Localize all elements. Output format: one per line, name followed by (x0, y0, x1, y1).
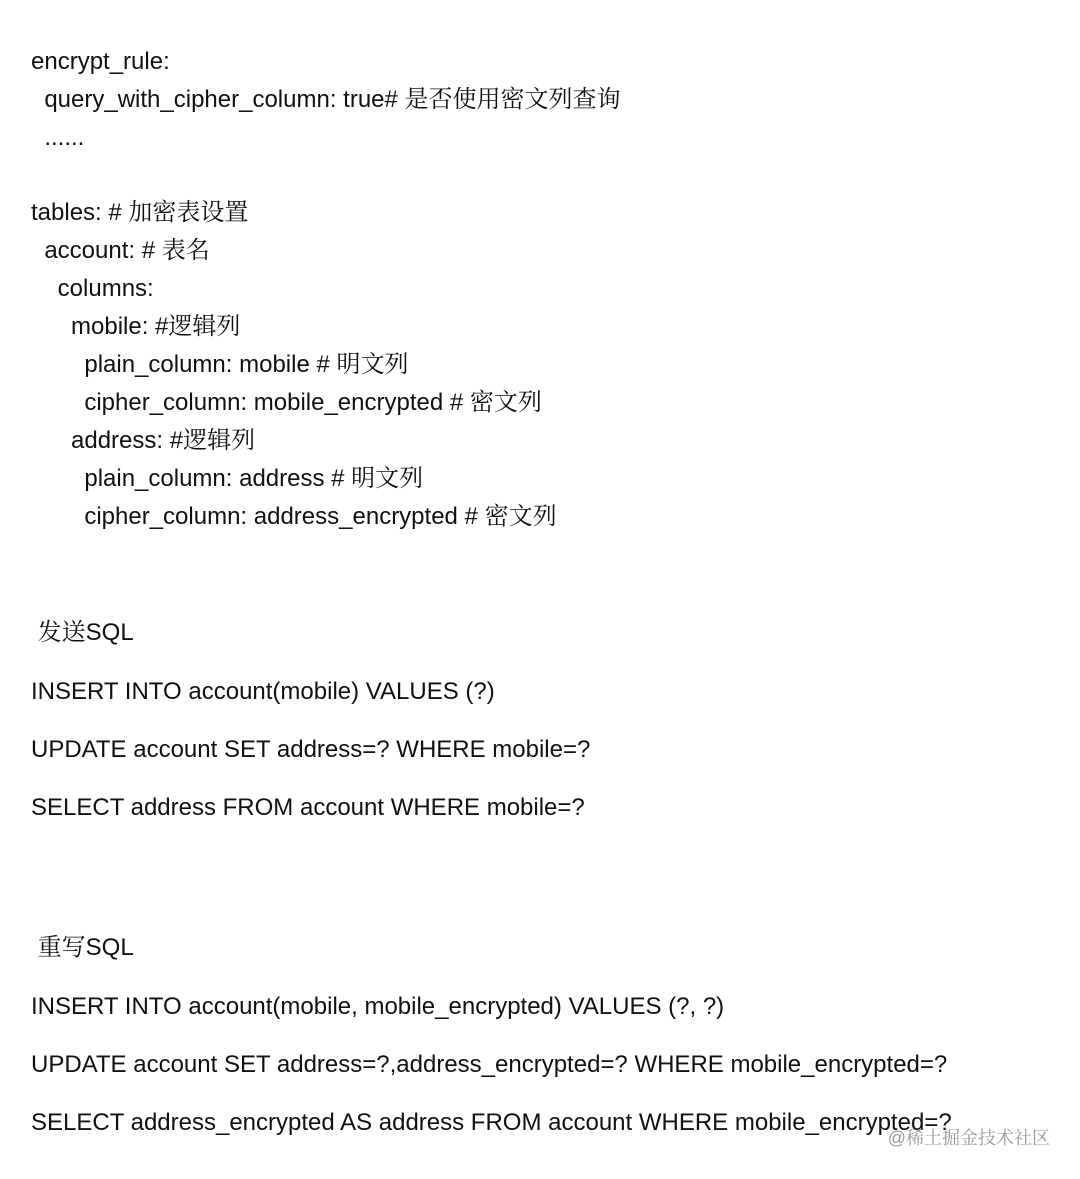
send-sql-heading: 发送SQL (31, 619, 134, 646)
watermark: @稀土掘金技术社区 (887, 1128, 1050, 1148)
config-line: plain_column: mobile # 明文列 (31, 351, 409, 378)
send-sql-statement: UPDATE account SET address=? WHERE mobile=? (31, 736, 591, 763)
rewrite-sql-statement: UPDATE account SET address=?,address_encrypted=? WHERE mobile_encrypted=? (31, 1051, 948, 1078)
config-line: cipher_column: address_encrypted # 密文列 (31, 503, 557, 530)
config-line: account: # 表名 (31, 237, 210, 264)
rewrite-sql-statement: INSERT INTO account(mobile, mobile_encrypted) VALUES (?, ?) (31, 993, 725, 1020)
config-line: address: #逻辑列 (31, 427, 256, 454)
rewrite-sql-statement: SELECT address_encrypted AS address FROM account WHERE mobile_encrypted=? (31, 1109, 952, 1136)
config-line: tables: # 加密表设置 (31, 199, 249, 226)
config-line: cipher_column: mobile_encrypted # 密文列 (31, 389, 542, 416)
send-sql-statement: SELECT address FROM account WHERE mobile=? (31, 794, 585, 821)
rewrite-sql-heading: 重写SQL (31, 934, 134, 961)
send-sql-statement: INSERT INTO account(mobile) VALUES (?) (31, 678, 495, 705)
config-line: columns: (31, 275, 154, 302)
config-line: ...... (31, 124, 85, 151)
config-line: plain_column: address # 明文列 (31, 465, 424, 492)
config-line: query_with_cipher_column: true# 是否使用密文列查询 (31, 86, 621, 113)
config-line: encrypt_rule: (31, 48, 170, 75)
config-line: mobile: #逻辑列 (31, 313, 241, 340)
